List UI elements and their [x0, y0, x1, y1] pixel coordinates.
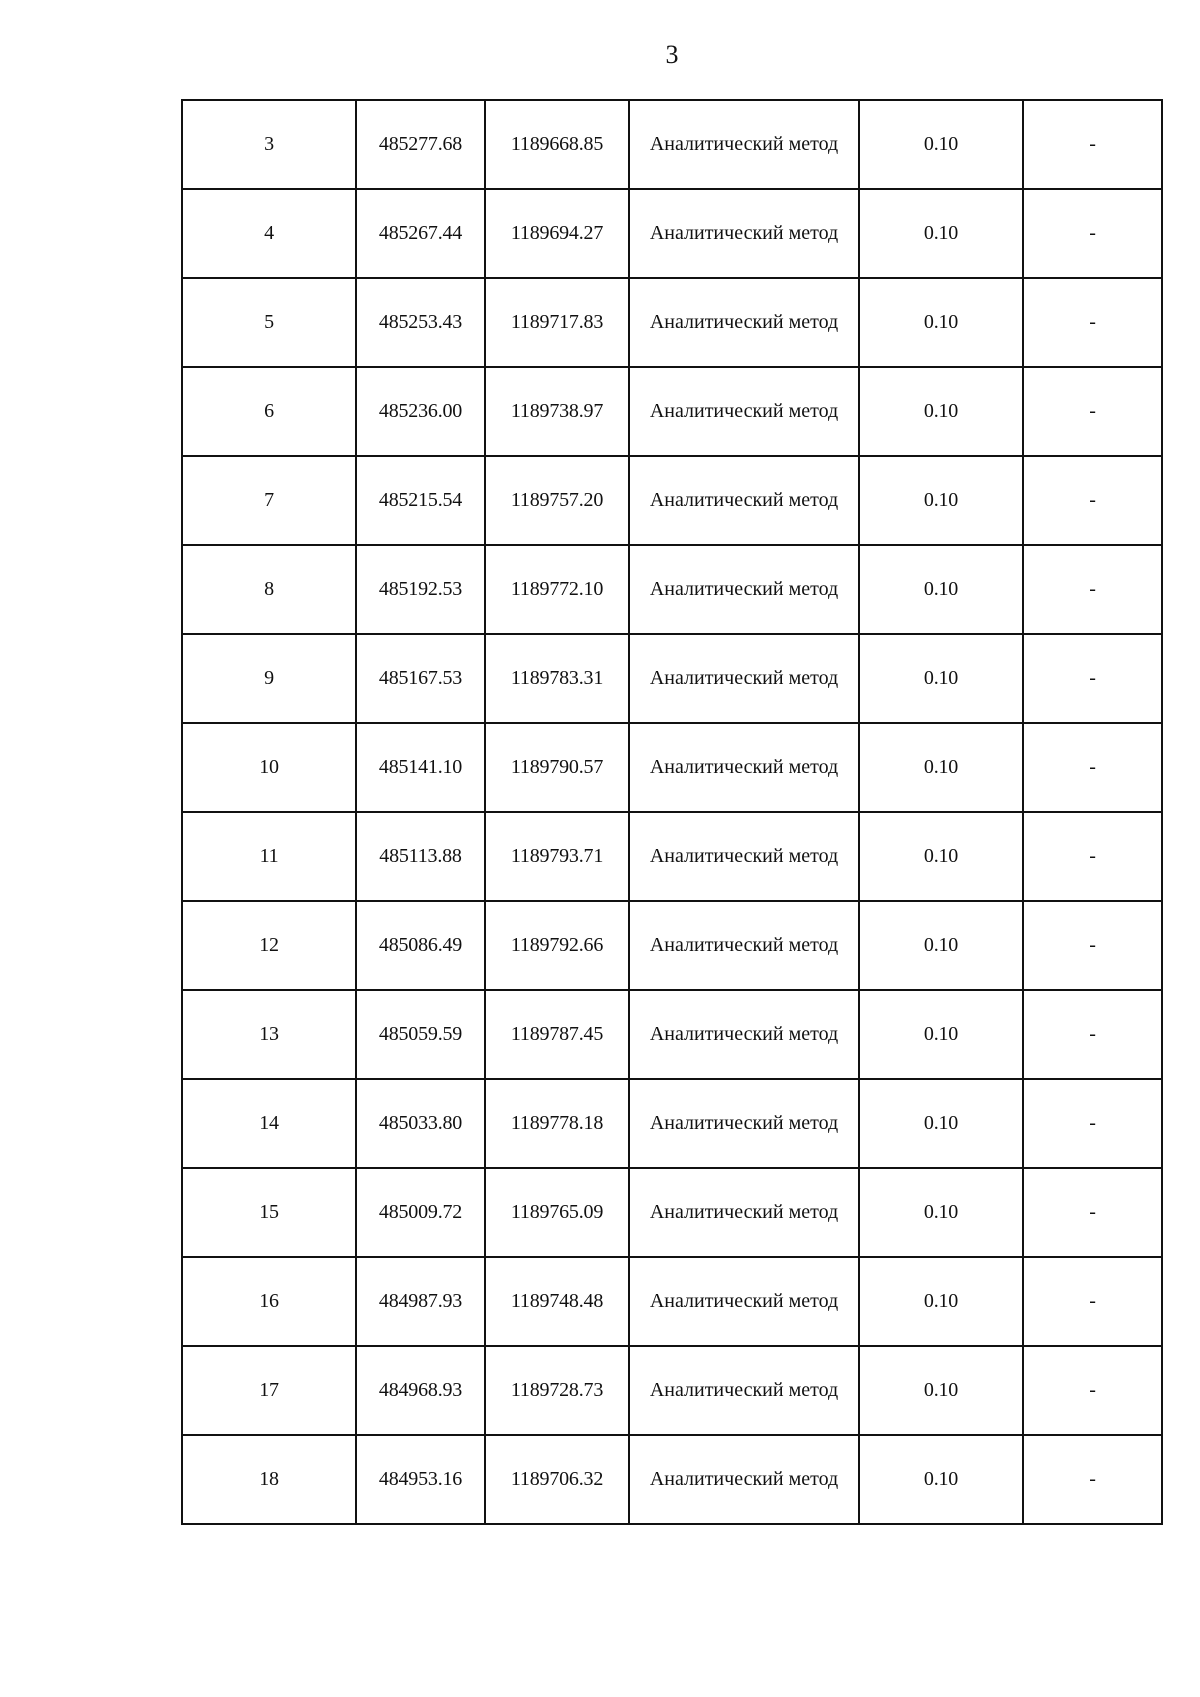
note-cell: - — [1023, 278, 1162, 367]
note-cell: - — [1023, 812, 1162, 901]
point-number-cell: 16 — [182, 1257, 356, 1346]
table-row — [182, 456, 1162, 545]
note-cell: - — [1023, 1168, 1162, 1257]
y-coordinate-cell: 1189668.85 — [485, 100, 629, 189]
note-cell: - — [1023, 545, 1162, 634]
table-row — [182, 367, 1162, 456]
point-number-cell: 8 — [182, 545, 356, 634]
y-coordinate-cell: 1189706.32 — [485, 1435, 629, 1524]
accuracy-cell: 0.10 — [859, 1257, 1023, 1346]
note-cell: - — [1023, 367, 1162, 456]
y-coordinate-cell: 1189778.18 — [485, 1079, 629, 1168]
note-cell: - — [1023, 1079, 1162, 1168]
method-cell: Аналитический метод — [629, 456, 859, 545]
accuracy-cell: 0.10 — [859, 367, 1023, 456]
accuracy-cell: 0.10 — [859, 634, 1023, 723]
y-coordinate-cell: 1189738.97 — [485, 367, 629, 456]
point-number-cell: 15 — [182, 1168, 356, 1257]
note-cell: - — [1023, 189, 1162, 278]
y-coordinate-cell: 1189728.73 — [485, 1346, 629, 1435]
method-cell: Аналитический метод — [629, 367, 859, 456]
note-cell: - — [1023, 723, 1162, 812]
method-cell: Аналитический метод — [629, 278, 859, 367]
method-cell: Аналитический метод — [629, 901, 859, 990]
x-coordinate-cell: 485009.72 — [356, 1168, 485, 1257]
x-coordinate-cell: 485253.43 — [356, 278, 485, 367]
method-cell: Аналитический метод — [629, 189, 859, 278]
method-cell: Аналитический метод — [629, 812, 859, 901]
method-cell: Аналитический метод — [629, 1168, 859, 1257]
accuracy-cell: 0.10 — [859, 1346, 1023, 1435]
y-coordinate-cell: 1189787.45 — [485, 990, 629, 1079]
page-number: 3 — [665, 40, 679, 69]
point-number-cell: 4 — [182, 189, 356, 278]
table-row — [182, 278, 1162, 367]
method-cell: Аналитический метод — [629, 1346, 859, 1435]
x-coordinate-cell: 485236.00 — [356, 367, 485, 456]
y-coordinate-cell: 1189717.83 — [485, 278, 629, 367]
note-cell: - — [1023, 990, 1162, 1079]
accuracy-cell: 0.10 — [859, 545, 1023, 634]
accuracy-cell: 0.10 — [859, 1435, 1023, 1524]
point-number-cell: 3 — [182, 100, 356, 189]
table-row — [182, 901, 1162, 990]
x-coordinate-cell: 485086.49 — [356, 901, 485, 990]
coordinates-table — [181, 99, 1163, 1525]
y-coordinate-cell: 1189748.48 — [485, 1257, 629, 1346]
method-cell: Аналитический метод — [629, 545, 859, 634]
accuracy-cell: 0.10 — [859, 278, 1023, 367]
x-coordinate-cell: 485167.53 — [356, 634, 485, 723]
point-number-cell: 7 — [182, 456, 356, 545]
table-row — [182, 812, 1162, 901]
table-row — [182, 1435, 1162, 1524]
table-row — [182, 1346, 1162, 1435]
point-number-cell: 10 — [182, 723, 356, 812]
table-row — [182, 990, 1162, 1079]
method-cell: Аналитический метод — [629, 990, 859, 1079]
accuracy-cell: 0.10 — [859, 990, 1023, 1079]
point-number-cell: 6 — [182, 367, 356, 456]
y-coordinate-cell: 1189765.09 — [485, 1168, 629, 1257]
table-row — [182, 545, 1162, 634]
y-coordinate-cell: 1189694.27 — [485, 189, 629, 278]
point-number-cell: 5 — [182, 278, 356, 367]
method-cell: Аналитический метод — [629, 723, 859, 812]
note-cell: - — [1023, 901, 1162, 990]
method-cell: Аналитический метод — [629, 634, 859, 723]
x-coordinate-cell: 485277.68 — [356, 100, 485, 189]
x-coordinate-cell: 484953.16 — [356, 1435, 485, 1524]
y-coordinate-cell: 1189757.20 — [485, 456, 629, 545]
table-row — [182, 100, 1162, 189]
method-cell: Аналитический метод — [629, 1257, 859, 1346]
note-cell: - — [1023, 1257, 1162, 1346]
accuracy-cell: 0.10 — [859, 1168, 1023, 1257]
accuracy-cell: 0.10 — [859, 901, 1023, 990]
accuracy-cell: 0.10 — [859, 1079, 1023, 1168]
table-row — [182, 634, 1162, 723]
accuracy-cell: 0.10 — [859, 723, 1023, 812]
accuracy-cell: 0.10 — [859, 812, 1023, 901]
table-row — [182, 1257, 1162, 1346]
x-coordinate-cell: 484968.93 — [356, 1346, 485, 1435]
method-cell: Аналитический метод — [629, 1435, 859, 1524]
accuracy-cell: 0.10 — [859, 100, 1023, 189]
table-row — [182, 723, 1162, 812]
x-coordinate-cell: 485192.53 — [356, 545, 485, 634]
point-number-cell: 17 — [182, 1346, 356, 1435]
point-number-cell: 11 — [182, 812, 356, 901]
point-number-cell: 9 — [182, 634, 356, 723]
point-number-cell: 13 — [182, 990, 356, 1079]
point-number-cell: 12 — [182, 901, 356, 990]
x-coordinate-cell: 485059.59 — [356, 990, 485, 1079]
method-cell: Аналитический метод — [629, 1079, 859, 1168]
y-coordinate-cell: 1189790.57 — [485, 723, 629, 812]
note-cell: - — [1023, 1435, 1162, 1524]
x-coordinate-cell: 485267.44 — [356, 189, 485, 278]
x-coordinate-cell: 485141.10 — [356, 723, 485, 812]
y-coordinate-cell: 1189792.66 — [485, 901, 629, 990]
point-number-cell: 18 — [182, 1435, 356, 1524]
accuracy-cell: 0.10 — [859, 456, 1023, 545]
table-row — [182, 1168, 1162, 1257]
accuracy-cell: 0.10 — [859, 189, 1023, 278]
y-coordinate-cell: 1189772.10 — [485, 545, 629, 634]
table-row — [182, 189, 1162, 278]
coordinates-table-body — [182, 100, 1162, 1524]
y-coordinate-cell: 1189783.31 — [485, 634, 629, 723]
y-coordinate-cell: 1189793.71 — [485, 812, 629, 901]
point-number-cell: 14 — [182, 1079, 356, 1168]
method-cell: Аналитический метод — [629, 100, 859, 189]
note-cell: - — [1023, 1346, 1162, 1435]
x-coordinate-cell: 484987.93 — [356, 1257, 485, 1346]
note-cell: - — [1023, 634, 1162, 723]
x-coordinate-cell: 485113.88 — [356, 812, 485, 901]
note-cell: - — [1023, 456, 1162, 545]
table-row — [182, 1079, 1162, 1168]
x-coordinate-cell: 485215.54 — [356, 456, 485, 545]
x-coordinate-cell: 485033.80 — [356, 1079, 485, 1168]
note-cell: - — [1023, 100, 1162, 189]
